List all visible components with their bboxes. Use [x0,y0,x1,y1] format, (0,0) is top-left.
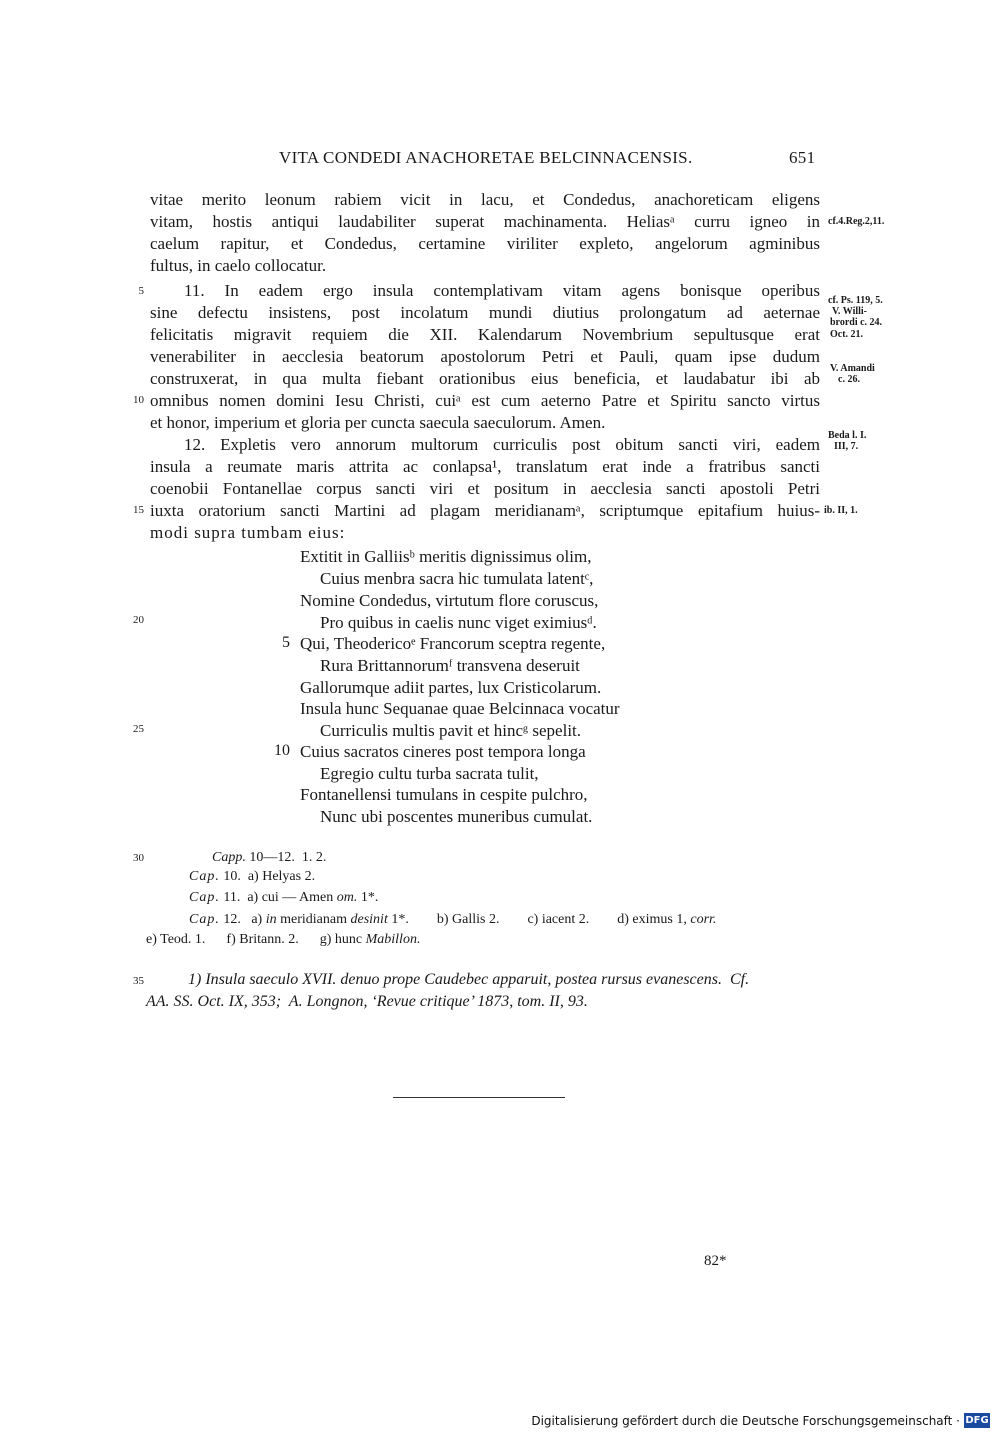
margin-reference: Beda l. I. [828,430,867,441]
footnote: 1) Insula saeculo XVII. denuo prope Caudebec apparuit, postea rursus evanescens. Cf. [188,971,750,988]
verse-line: Gallorumque adiit partes, lux Cristicolarum. [300,678,602,697]
margin-reference: III, 7. [834,441,859,452]
line-number: 10 [133,394,144,406]
verse-number: 10 [274,742,290,759]
text-line: vitae merito leonum rabiem vicit in lacu, et Condedus, anachoreticam eligens [150,190,820,209]
margin-reference: brordi c. 24. [830,317,883,328]
footnote-cont: AA. SS. Oct. IX, 353; A. Longnon, ‘Revue critique’ 1873, tom. II, 93. [146,993,588,1010]
dfg-logo: DFG [965,1415,989,1426]
text-line: omnibus nomen domini Iesu Christi, cuiᵃ est cum aeterno Patre et Spiritu sancto virtus [150,391,820,410]
text-line: iuxta oratorium sancti Martini ad plagam meridianamᵃ, scriptumque epitafium huius- [150,501,820,520]
text-line: venerabiliter in aecclesia beatorum apostolorum Petri et Pauli, quam ipse dudum [150,347,820,366]
line-number: 5 [138,285,144,297]
verse-number: 5 [282,634,290,651]
verse-line: Nomine Condedus, virtutum flore coruscus, [300,591,599,610]
apparatus-cap11: Cap. 11. a) cui — Amen om. 1*. [189,890,379,905]
text-line: 11. In eadem ergo insula contemplativam vitam agens bonisque operibus [184,281,820,300]
margin-reference: ib. II, 1. [824,505,858,516]
verse-line: Rura Brittannorumᶠ transvena deseruit [320,656,580,675]
text-line: coenobii Fontanellae corpus sancti viri et positum in aecclesia sancti apostoli Petri [150,479,820,498]
text-line: et honor, imperium et gloria per cuncta saecula saeculorum. Amen. [150,413,606,432]
running-title: VITA CONDEDI ANACHORETAE BELCINNACENSIS. [279,148,693,167]
margin-reference: V. Willi- [832,306,868,317]
verse-line: Extitit in Galliisᵇ meritis dignissimus olim, [300,547,592,566]
line-number: 25 [133,723,144,735]
apparatus-capp: Capp. 10—12. 1. 2. [212,850,327,865]
text-line: 12. Expletis vero annorum multorum curriculis post obitum sancti viri, eadem [184,435,820,454]
text-line: caelum rapitur, et Condedus, certamine viriliter expleto, angelorum agminibus [150,234,820,253]
margin-reference: c. 26. [838,374,860,385]
margin-reference: cf. Ps. 119, 5. [828,295,883,306]
verse-line: Pro quibus in caelis nunc viget eximiusᵈ. [320,613,597,632]
text-line: construxerat, in qua multa fiebant orationibus eius beneficia, et laudabatur ibi ab [150,369,820,388]
verse-line: Insula hunc Sequanae quae Belcinnaca vocatur [300,699,620,718]
text-line: vitam, hostis antiqui laudabiliter superat machinamenta. Heliasᵃ curru igneo in [150,212,820,231]
text-line: felicitatis migravit requiem die XII. Kalendarum Novembrium sepultusque erat [150,325,820,344]
verse-line: Egregio cultu turba sacrata tulit, [320,764,539,783]
text-line: insula a reumate maris attrita ac conlapsa¹, translatum erat inde a fratribus sancti [150,457,820,476]
margin-reference: cf.4.Reg.2,11. [828,216,885,227]
section-divider [393,1097,565,1098]
verse-line: Cuius menbra sacra hic tumulata latentᶜ, [320,569,594,588]
page-number: 651 [789,148,816,167]
margin-reference: V. Amandi [830,363,875,374]
verse-line: Fontanellensi tumulans in cespite pulchro, [300,785,588,804]
apparatus-cap10: Cap. 10. a) Helyas 2. [189,869,316,884]
text-line: fultus, in caelo collocatur. [150,256,327,275]
line-number: 20 [133,614,144,626]
line-number: 30 [133,852,144,864]
verse-line: Cuius sacratos cineres post tempora longa [300,742,586,761]
digitization-credit: Digitalisierung gefördert durch die Deutsche Forschungsgemeinschaft · [531,1414,960,1428]
apparatus-cap12: Cap. 12. a) in meridianam desinit 1*. b) Gallis 2. c) iacent 2. d) eximus 1, corr. [189,912,717,927]
signature-mark: 82* [704,1253,727,1269]
verse-line: Qui, Theodericoᵉ Francorum sceptra regente, [300,634,606,653]
text-line: sine defectu insistens, post incolatum mundi diutius prolongatum ad aeternae [150,303,820,322]
text-line: modi supra tumbam eius: [150,523,346,542]
verse-line: Nunc ubi poscentes muneribus cumulat. [320,807,593,826]
line-number: 35 [133,975,144,987]
verse-line: Curriculis multis pavit et hincᵍ sepelit. [320,721,582,740]
apparatus-cap12-cont: e) Teod. 1. f) Britann. 2. g) hunc Mabillon. [146,932,421,947]
line-number: 15 [133,504,144,516]
margin-reference: Oct. 21. [830,329,864,340]
